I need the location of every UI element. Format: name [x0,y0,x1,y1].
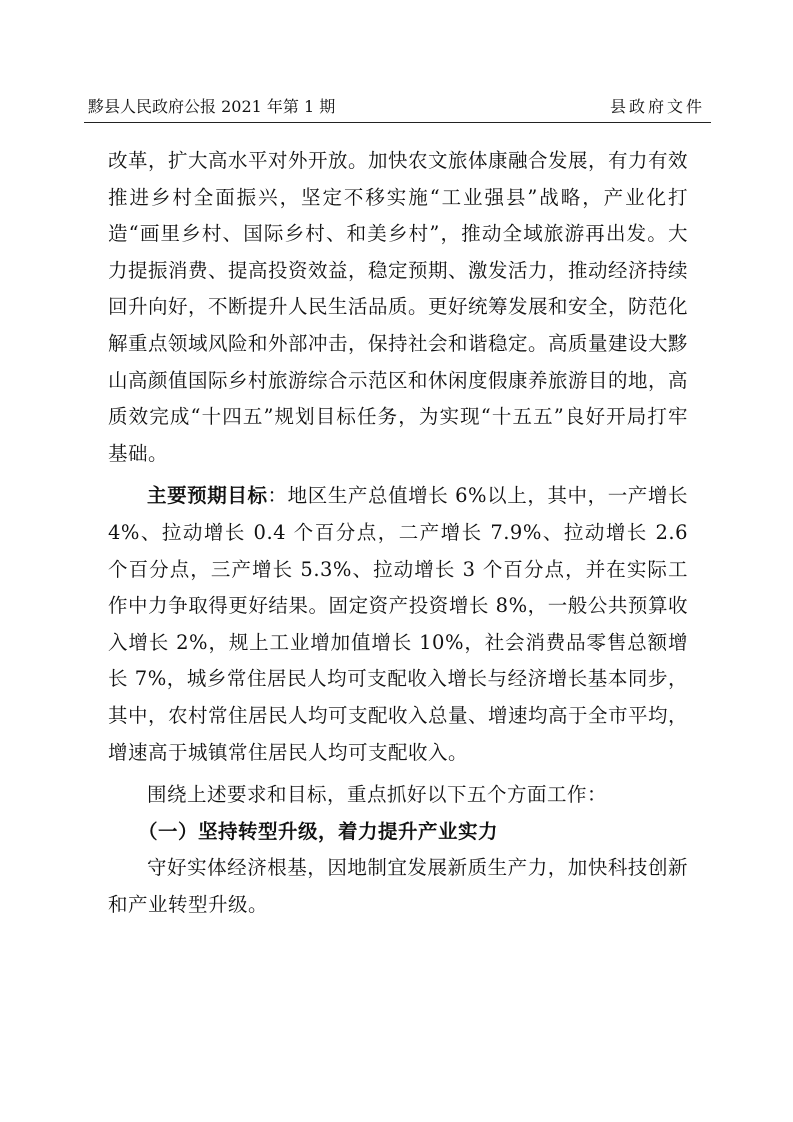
targets-text: ：地区生产总值增长 6%以上，其中，一产增长 4%、拉动增长 0.4 个百分点，二产增长 7.9%、拉动增长 2.6 个百分点，三产增长 5.3%、拉动增长 3 个百分点，并在实际工作中力争取得更好结果。固定资产投资增长 8%，一般公共预算收入增长 2%，规上工业增加值增长 10%，社会消费品零售总额增长 7%，城乡常住居民人均可支配收入增长与经济增长基本同步，其中，农村常住居民人均可支配收入总量、增速均高于全市平均，增速高于城镇常住居民人均可支配收入。 [108,484,689,764]
section-heading-1: （一）坚持转型升级，着力提升产业实力 [138,819,499,843]
paragraph-section-1: 守好实体经济根基，因地制宜发展新质生产力，加快科技创新和产业转型升级。 [108,856,688,916]
gazette-title: 黟县人民政府公报 2021 年第 1 期 [88,97,336,116]
section-label: 县政府文件 [609,97,705,116]
targets-label: 主要预期目标 [147,484,268,508]
paragraph-intro: 围绕上述要求和目标，重点抓好以下五个方面工作： [147,783,608,807]
paragraph-targets [108,478,688,771]
paragraph-continuation: 改革，扩大高水平对外开放。加快农文旅体康融合发展，有力有效推进乡村全面振兴，坚定不移实施“工业强县”战略，产业化打造“画里乡村、国际乡村、和美乡村”，推动全域旅游再出发。大力提振消费、提高投资效益，稳定预期、激发活力，推动经济持续回升向好，不断提升人民生活品质。更好统筹发展和安全，防范化解重点领域风险和外部冲击，保持社会和谐稳定。高质量建设大黟山高颜值国际乡村旅游综合示范区和休闲度假康养旅游目的地，高质效完成“十四五”规划目标任务，为实现“十五五”良好开局打牢基础。 [108,149,689,465]
page-header [84,92,711,123]
document-body [108,143,688,923]
